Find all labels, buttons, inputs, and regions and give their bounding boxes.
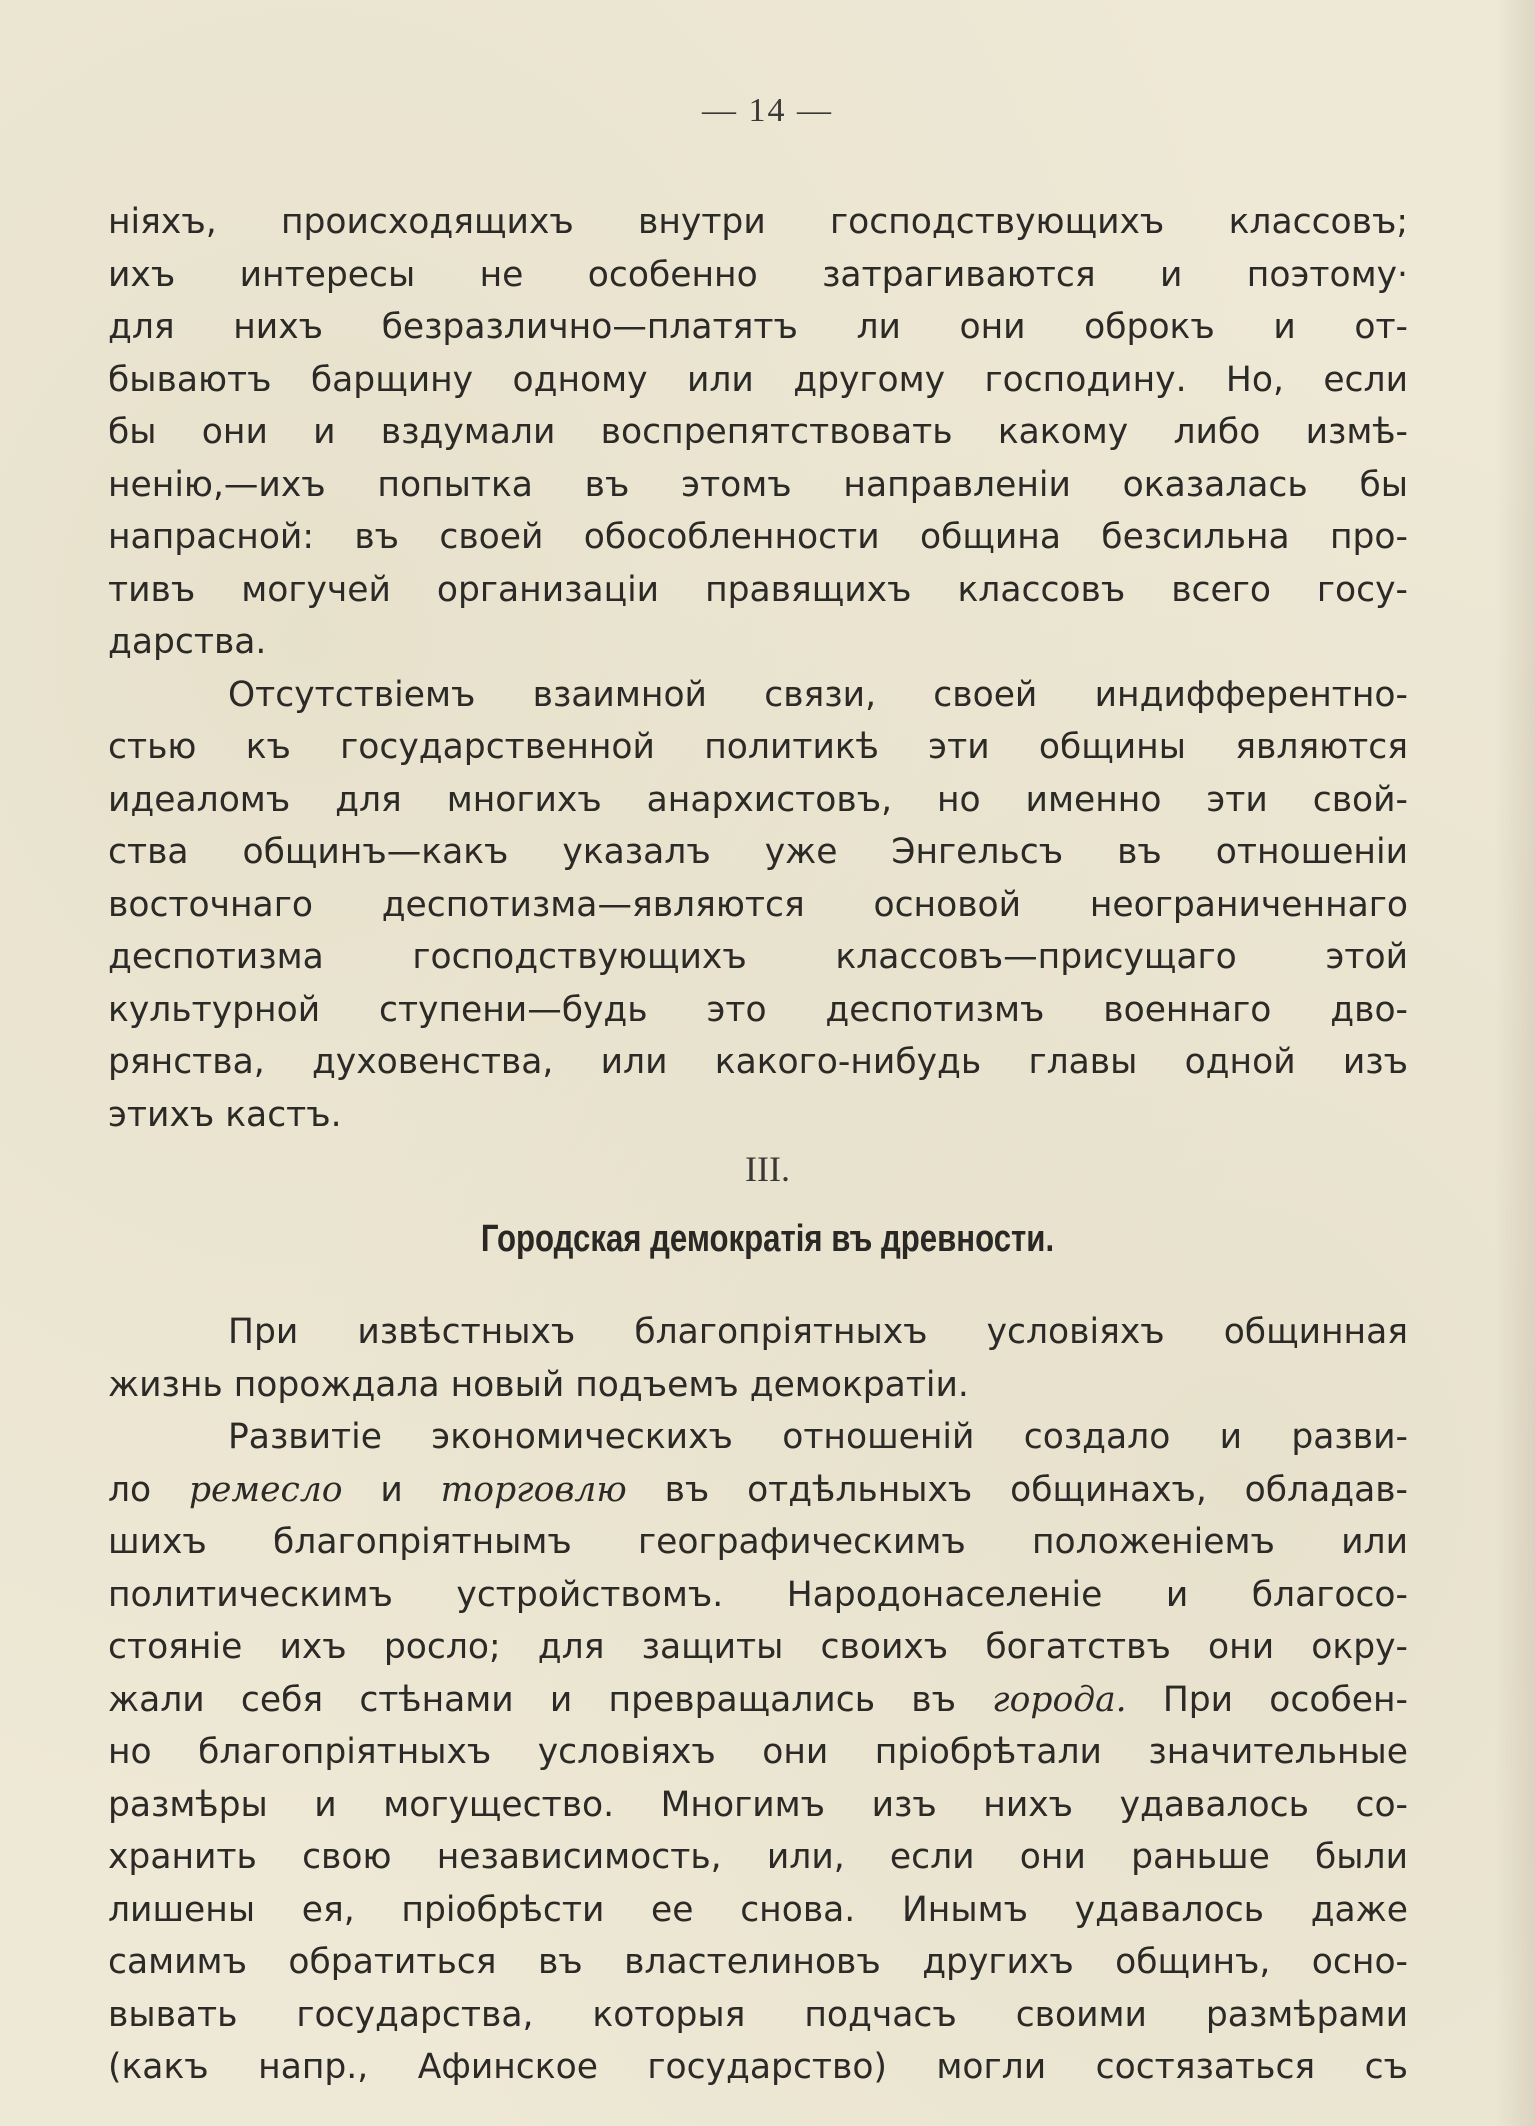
text-line: стью къ государственной политикѣ эти общины являются — [108, 727, 1408, 767]
text-line: (какъ напр., Афинское государство) могли состязаться съ — [108, 2047, 1408, 2087]
text-line: самимъ обратиться въ властелиновъ другихъ общинъ, осно- — [108, 1942, 1408, 1982]
text-line — [108, 1674, 1408, 1727]
text-line: хранить свою независимость, или, если они раньше были — [108, 1837, 1408, 1877]
italic-term: ремесло — [188, 1469, 343, 1510]
paragraph-block-2 — [108, 1306, 1408, 2094]
text-line: ства общинъ—какъ указалъ уже Энгельсъ въ отношенiи — [108, 832, 1408, 872]
text-line — [108, 1464, 1408, 1517]
section-title: Городская демократiя въ древности. — [480, 1218, 1055, 1260]
text-line: восточнаго деспотизма—являются основой неограниченнаго — [108, 884, 1408, 925]
text-line: для нихъ безразлично—платятъ ли они оброкъ и от- — [108, 307, 1408, 347]
text-line: При извѣстныхъ благопрiятныхъ условiяхъ общинная — [228, 1312, 1408, 1352]
text-line: вывать государства, которыя подчасъ своими размѣрами — [108, 1994, 1408, 2035]
text-line: Отсутствiемъ взаимной связи, своей индифферентно- — [228, 674, 1408, 715]
text-line: ихъ интересы не особенно затрагиваются и поэтому· — [108, 254, 1408, 295]
text-line: стоянiе ихъ росло; для защиты своихъ богатствъ они окру- — [108, 1627, 1408, 1667]
text-line: дарства. — [108, 622, 267, 662]
text-line: идеаломъ для многихъ анархистовъ, но именно эти свой- — [108, 779, 1408, 820]
italic-term: города. — [992, 1679, 1127, 1720]
page-number: — 14 — — [702, 92, 833, 129]
text-run: ло — [108, 1469, 189, 1510]
text-line: нiяхъ, происходящихъ внутри господствующихъ классовъ; — [108, 202, 1408, 242]
text-run: жали себя стѣнами и превращались въ — [108, 1679, 993, 1720]
text-line: бы они и вздумали воспрепятствовать какому либо измѣ- — [108, 412, 1408, 452]
text-line: культурной ступени—будь это деспотизмъ военнаго дво- — [108, 989, 1408, 1030]
text-line: лишены ея, прiобрѣсти ее снова. Инымъ удавалось даже — [108, 1889, 1408, 1930]
text-line: жизнь порождала новый подъемъ демократiи. — [108, 1364, 969, 1405]
text-line: политическимъ устройствомъ. Народонаселенiе и благосо- — [108, 1574, 1408, 1615]
text-line: этихъ кастъ. — [108, 1094, 342, 1135]
text-line: но благопрiятныхъ условiяхъ они прiобрѣтали значительные — [108, 1732, 1408, 1772]
text-run: въ отдѣльныхъ общинахъ, обладав- — [626, 1469, 1408, 1510]
text-line: тивъ могучей организацiи правящихъ классовъ всего госу- — [108, 569, 1408, 610]
text-line: Развитiе экономическихъ отношенiй создало и разви- — [228, 1417, 1408, 1457]
page-edge-shadow — [1495, 0, 1535, 2126]
text-run: При особен- — [1126, 1679, 1408, 1720]
text-line: деспотизма господствующихъ классовъ—присущаго этой — [108, 937, 1408, 977]
text-line: напрасной: въ своей обособленности община безсильна про- — [108, 517, 1408, 557]
text-line: рянства, духовенства, или какого-нибудь главы одной изъ — [108, 1042, 1408, 1082]
text-line: размѣры и могущество. Многимъ изъ нихъ удавалось со- — [108, 1784, 1408, 1825]
text-run: и — [342, 1469, 441, 1510]
text-line: ненiю,—ихъ попытка въ этомъ направленiи оказалась бы — [108, 464, 1408, 505]
text-line: бываютъ барщину одному или другому господину. Но, если — [108, 359, 1408, 400]
italic-term: торговлю — [440, 1469, 627, 1510]
section-number: III. — [745, 1149, 790, 1189]
text-line: шихъ благопрiятнымъ географическимъ положенiемъ или — [108, 1522, 1408, 1562]
paragraph-block-1 — [108, 196, 1408, 1141]
